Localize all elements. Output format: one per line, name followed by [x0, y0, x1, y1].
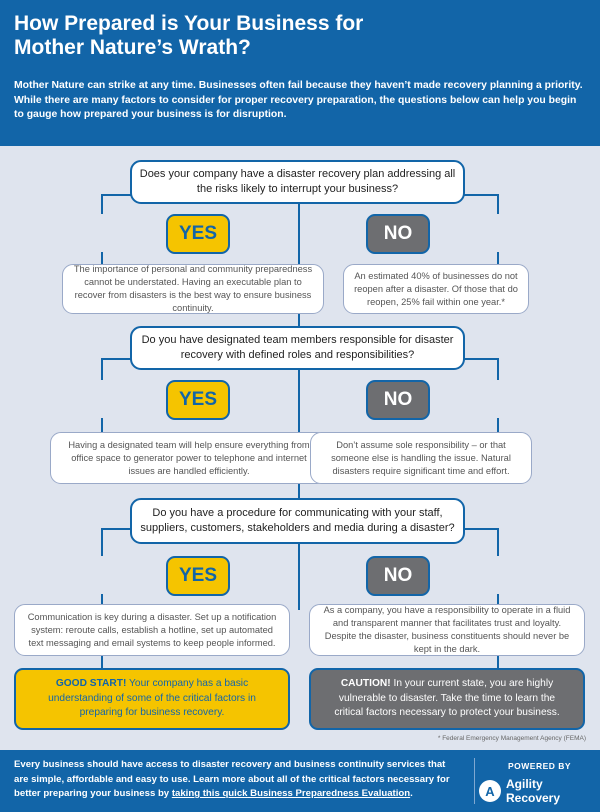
- good-start-text: Your company has a basic understanding of some of the critical factors in preparing for business recovery.: [48, 678, 256, 719]
- question-3-text: Do you have a procedure for communicating with your staff, suppliers, customers, stakeholders and media during a disaster?: [140, 507, 455, 534]
- footer-divider: [474, 758, 475, 804]
- question-1-yes-info: [62, 264, 324, 314]
- question-2-no-text: Don’t assume sole responsibility – or that someone else is handling the issue. Natural disasters require significant time and effort.: [331, 439, 511, 476]
- question-2-yes-badge: YES: [166, 380, 230, 420]
- question-2-no-info: [310, 432, 532, 484]
- flow-connector: [497, 358, 499, 380]
- header-banner: [0, 0, 600, 146]
- question-1-box: [130, 160, 465, 204]
- question-3-no-badge: NO: [366, 556, 430, 596]
- flow-connector: [101, 194, 103, 214]
- caution-text: In your current state, you are highly vulnerable to disaster. Take the time to learn the critical factors necessary to protect your business.: [334, 678, 560, 719]
- question-3-box: [130, 498, 465, 544]
- question-3-no-info: [309, 604, 585, 656]
- intro-text: Mother Nature can strike at any time. Businesses often fail because they haven’t made recovery planning a priority. While there are many factors to consider for proper recovery preparation, the questions below can help you begin to gauge how prepared your business is for disruption.: [14, 80, 583, 120]
- question-1-text: Does your company have a disaster recovery plan addressing all the risks likely to interrupt your business?: [139, 168, 456, 195]
- evaluation-link[interactable]: taking this quick Business Preparedness Evaluation: [171, 788, 411, 799]
- brand-name: Agility Recovery: [505, 777, 561, 805]
- question-2-text: Do you have designated team members responsible for disaster recovery with defined roles and responsibilities?: [141, 334, 454, 361]
- question-2-yes-info: [50, 432, 328, 484]
- question-3-no-text: As a company, you have a responsibility to operate in a fluid and transparent manner that facilitates trust and loyalty. Despite the disaster, business constituents should never be kept in the dark.: [323, 605, 571, 654]
- question-2-box: [130, 326, 465, 370]
- flow-connector: [497, 594, 499, 604]
- caution-label: CAUTION!: [340, 678, 391, 690]
- flow-connector: [101, 358, 103, 380]
- flowchart: [0, 146, 600, 750]
- question-1-yes-text: The importance of personal and community preparedness cannot be understated. Having an executable plan to recover from disasters is the best way to ensure business continuity.: [73, 264, 313, 313]
- question-3-yes-info: [14, 604, 290, 656]
- question-1-no-text: An estimated 40% of businesses do not reopen after a disaster. Of those that do reopen, 25% fail within one year.*: [354, 270, 518, 307]
- footer-text-end: .: [410, 788, 413, 799]
- good-start-label: GOOD START!: [55, 678, 127, 690]
- question-1-no-badge: NO: [366, 214, 430, 254]
- question-2-no-badge: NO: [366, 380, 430, 420]
- question-1-no-info: [343, 264, 529, 314]
- flow-connector: [497, 194, 499, 214]
- flow-connector: [497, 654, 499, 668]
- agility-recovery-logo[interactable]: [479, 777, 600, 805]
- footer-banner: [0, 750, 600, 812]
- agility-recovery-logo-icon: A: [479, 780, 501, 802]
- footnote: * Federal Emergency Management Agency (FEMA): [437, 735, 586, 742]
- footer-text: [14, 758, 454, 802]
- page-title: How Prepared is Your Business for Mother Nature’s Wrath?: [14, 12, 364, 59]
- question-3-yes-text: Communication is key during a disaster. Set up a notification system: reroute calls, establish a hotline, set up automated text messaging and email systems to keep people informed.: [27, 611, 277, 648]
- good-start-result: [14, 668, 290, 730]
- flow-connector: [101, 528, 103, 556]
- flow-connector: [497, 418, 499, 432]
- caution-result: [309, 668, 585, 730]
- flow-connector: [101, 418, 103, 432]
- footer-text-body: Every business should have access to disaster recovery and business continuity services that are simple, affordable and easy to use. Learn more about all of the critical factors necessary for better preparing your business by: [14, 759, 450, 799]
- question-1-yes-badge: YES: [166, 214, 230, 254]
- flow-connector: [101, 654, 103, 668]
- question-3-yes-badge: YES: [166, 556, 230, 596]
- powered-by-label: POWERED BY: [508, 761, 572, 771]
- flow-connector: [101, 594, 103, 604]
- flow-connector: [497, 528, 499, 556]
- question-2-yes-text: Having a designated team will help ensure everything from office space to generator power to telephone and internet issues are handled efficiently.: [68, 439, 310, 476]
